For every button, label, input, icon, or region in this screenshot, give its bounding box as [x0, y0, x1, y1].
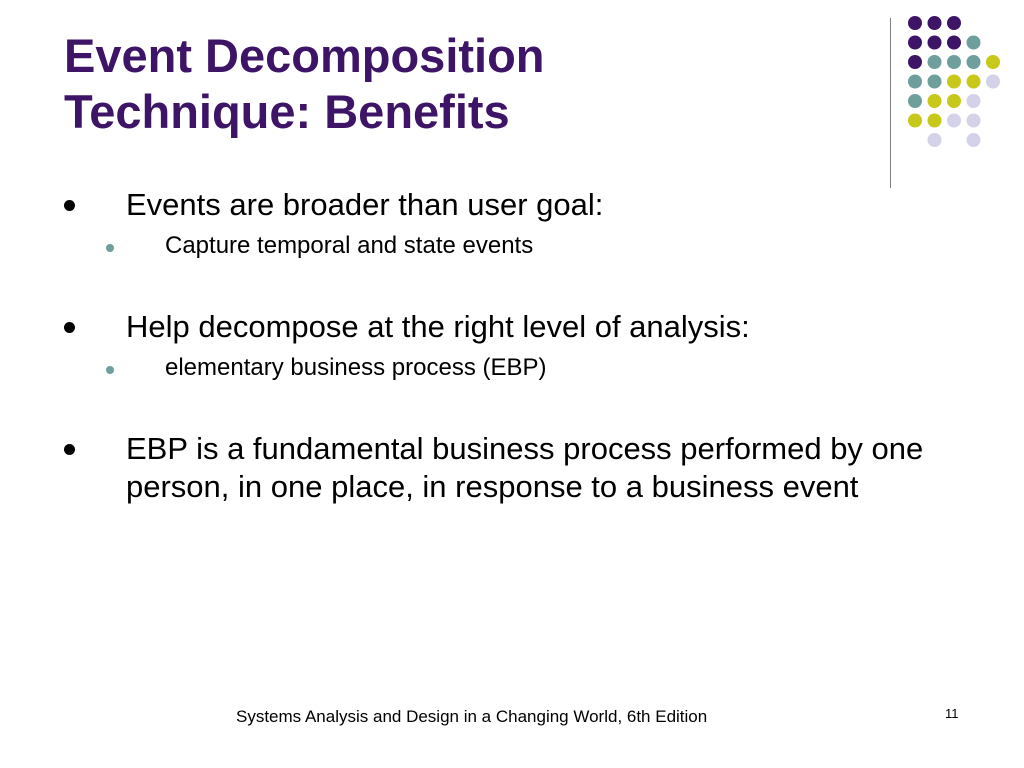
decorative-dot [928, 55, 942, 69]
footer-text: Systems Analysis and Design in a Changing World, 6th Edition [236, 707, 708, 726]
decorative-dot [947, 75, 961, 89]
sub-bullet-text: elementary business process (EBP) [165, 354, 547, 381]
bullet-dot-icon [64, 322, 75, 333]
decorative-dot [967, 75, 981, 89]
decorative-dot [947, 55, 961, 69]
sub-bullet-text: Capture temporal and state events [165, 232, 534, 259]
slide-title-line-2: Technique: Benefits [64, 85, 510, 138]
decorative-dot [967, 94, 981, 108]
decorative-dot [928, 36, 942, 50]
decorative-dot [928, 94, 942, 108]
page-number: 11 [945, 706, 959, 721]
decorative-dot [947, 16, 961, 30]
sub-bullet-item [64, 354, 984, 382]
sub-bullet-item [64, 232, 984, 260]
decorative-dot [908, 94, 922, 108]
decorative-dot [928, 133, 942, 147]
decorative-dot [928, 114, 942, 128]
decorative-dot [947, 94, 961, 108]
decorative-dot [908, 36, 922, 50]
slide-title [64, 28, 864, 140]
decorative-dot [928, 16, 942, 30]
bullet-text: Help decompose at the right level of analysis: [126, 309, 750, 344]
slide-body [64, 186, 984, 506]
bullet-item [64, 430, 984, 506]
decorative-dot [986, 55, 1000, 69]
decorative-dot [967, 114, 981, 128]
decorative-dot [928, 75, 942, 89]
decorative-dot [908, 16, 922, 30]
decorative-dot [947, 114, 961, 128]
decorative-dot [908, 55, 922, 69]
decorative-dot [986, 75, 1000, 89]
bullet-dot-icon [64, 444, 75, 455]
bullet-item [64, 308, 984, 346]
sub-bullet-dot-icon [106, 366, 114, 374]
decorative-dot [908, 114, 922, 128]
decorative-dot [967, 36, 981, 50]
bullet-dot-icon [64, 200, 75, 211]
bullet-text: Events are broader than user goal: [126, 187, 604, 222]
decorative-dot [947, 36, 961, 50]
slide-title-line-1: Event Decomposition [64, 29, 545, 82]
decorative-dot [908, 75, 922, 89]
decorative-dot [967, 55, 981, 69]
bullet-item [64, 186, 984, 224]
decorative-dot-grid [903, 10, 1013, 170]
bullet-text: EBP is a fundamental business process performed by one person, in one place, in response to a business event [126, 431, 924, 504]
sub-bullet-dot-icon [106, 244, 114, 252]
decorative-dot [967, 133, 981, 147]
divider-line [890, 18, 891, 188]
